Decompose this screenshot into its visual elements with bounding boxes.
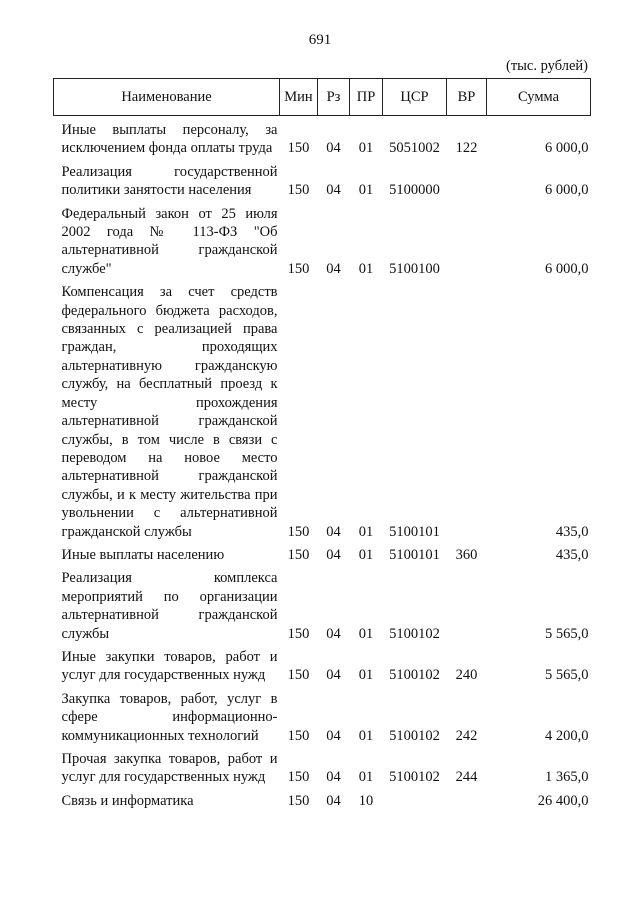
row-sum: 6 000,0 bbox=[545, 140, 589, 157]
row-sum: 6 000,0 bbox=[545, 182, 589, 199]
row-pr: 10 bbox=[358, 792, 374, 809]
row-pr: 01 bbox=[358, 182, 374, 199]
row-min: 150 bbox=[287, 792, 310, 809]
row-csr: 5100102 bbox=[389, 769, 440, 786]
row-rz: 04 bbox=[326, 792, 341, 809]
table-row bbox=[54, 564, 591, 643]
row-min: 150 bbox=[287, 546, 310, 563]
row-sum: 1 365,0 bbox=[545, 769, 589, 786]
row-pr: 01 bbox=[358, 625, 374, 642]
row-pr: 01 bbox=[358, 667, 374, 684]
row-pr: 01 bbox=[358, 140, 374, 157]
table-row bbox=[54, 200, 591, 279]
row-csr: 5100102 bbox=[389, 625, 440, 642]
row-vr bbox=[447, 278, 487, 541]
header-pr: ПР bbox=[350, 79, 383, 116]
row-name: Иные выплаты населению bbox=[61, 546, 225, 563]
table-row bbox=[54, 278, 591, 541]
row-rz: 04 bbox=[326, 727, 341, 744]
table-row bbox=[54, 158, 591, 200]
table-row bbox=[54, 116, 591, 158]
row-csr: 5100000 bbox=[389, 182, 440, 199]
row-csr: 5100102 bbox=[389, 667, 440, 684]
row-vr bbox=[447, 564, 487, 643]
row-name: Реализация государственной политики занятости населения bbox=[61, 163, 278, 199]
row-vr: 122 bbox=[455, 140, 478, 157]
row-pr: 01 bbox=[358, 260, 374, 277]
header-min: Мин bbox=[280, 79, 318, 116]
page-number: 691 bbox=[308, 32, 332, 48]
row-min: 150 bbox=[287, 667, 310, 684]
row-rz: 04 bbox=[326, 182, 341, 199]
table-row bbox=[54, 787, 591, 810]
table-row bbox=[54, 745, 591, 787]
table-row bbox=[54, 643, 591, 685]
row-rz: 04 bbox=[326, 140, 341, 157]
header-name: Наименование bbox=[54, 79, 280, 116]
units-label: (тыс. рублей) bbox=[506, 58, 588, 74]
row-pr: 01 bbox=[358, 546, 374, 563]
row-name: Федеральный закон от 25 июля 2002 года № 113-ФЗ "Об альтернативной гражданской службе" bbox=[61, 205, 278, 277]
header-csr: ЦСР bbox=[383, 79, 447, 116]
row-pr: 01 bbox=[358, 727, 374, 744]
row-vr bbox=[447, 158, 487, 200]
row-sum: 6 000,0 bbox=[545, 260, 589, 277]
row-sum: 4 200,0 bbox=[545, 727, 589, 744]
row-min: 150 bbox=[287, 182, 310, 199]
row-rz: 04 bbox=[326, 667, 341, 684]
row-csr: 5100100 bbox=[389, 260, 440, 277]
row-vr: 360 bbox=[455, 546, 478, 563]
row-name: Закупка товаров, работ, услуг в сфере информационно-коммуникационных технологий bbox=[61, 690, 278, 744]
row-sum: 26 400,0 bbox=[537, 792, 589, 809]
row-min: 150 bbox=[287, 769, 310, 786]
table-row bbox=[54, 685, 591, 745]
row-vr: 242 bbox=[455, 727, 478, 744]
budget-table bbox=[53, 78, 591, 810]
row-min: 150 bbox=[287, 625, 310, 642]
row-sum: 435,0 bbox=[555, 523, 589, 540]
row-pr: 01 bbox=[358, 769, 374, 786]
row-vr: 240 bbox=[455, 667, 478, 684]
row-name: Компенсация за счет средств федерального бюджета расходов, связанных с реализацией права граждан, проходящих альтернативную гражданскую службу, на бесплатный проезд к месту прохождения альтернативной гражданской службы, в том числе в связи с переводом на новое место альтернативной гражданской службы, и к месту жительства при увольнении с альтернативной гражданской службы bbox=[61, 284, 278, 540]
row-csr: 5100101 bbox=[389, 523, 440, 540]
row-pr: 01 bbox=[358, 523, 374, 540]
header-sum: Сумма bbox=[487, 79, 591, 116]
row-name: Прочая закупка товаров, работ и услуг для государственных нужд bbox=[61, 751, 278, 786]
row-min: 150 bbox=[287, 260, 310, 277]
row-csr bbox=[383, 787, 447, 810]
row-rz: 04 bbox=[326, 546, 341, 563]
row-vr bbox=[447, 787, 487, 810]
row-name: Иные закупки товаров, работ и услуг для государственных нужд bbox=[61, 648, 278, 684]
row-min: 150 bbox=[287, 523, 310, 540]
row-rz: 04 bbox=[326, 625, 341, 642]
row-csr: 5100102 bbox=[389, 727, 440, 744]
row-name: Связь и информатика bbox=[61, 792, 194, 809]
table-row bbox=[54, 541, 591, 564]
header-vr: ВР bbox=[447, 79, 487, 116]
row-min: 150 bbox=[287, 140, 310, 157]
row-sum: 435,0 bbox=[555, 546, 589, 563]
row-rz: 04 bbox=[326, 769, 341, 786]
row-csr: 5100101 bbox=[389, 546, 440, 563]
table-header-row bbox=[54, 79, 591, 116]
row-min: 150 bbox=[287, 727, 310, 744]
row-name: Иные выплаты персоналу, за исключением фонда оплаты труда bbox=[61, 122, 278, 157]
row-rz: 04 bbox=[326, 260, 341, 277]
row-vr: 244 bbox=[455, 769, 478, 786]
row-sum: 5 565,0 bbox=[545, 625, 589, 642]
row-name: Реализация комплекса мероприятий по организации альтернативной гражданской службы bbox=[61, 570, 278, 642]
header-rz: Рз bbox=[318, 79, 350, 116]
row-rz: 04 bbox=[326, 523, 341, 540]
row-sum: 5 565,0 bbox=[545, 667, 589, 684]
row-vr bbox=[447, 200, 487, 279]
row-csr: 5051002 bbox=[389, 140, 440, 157]
